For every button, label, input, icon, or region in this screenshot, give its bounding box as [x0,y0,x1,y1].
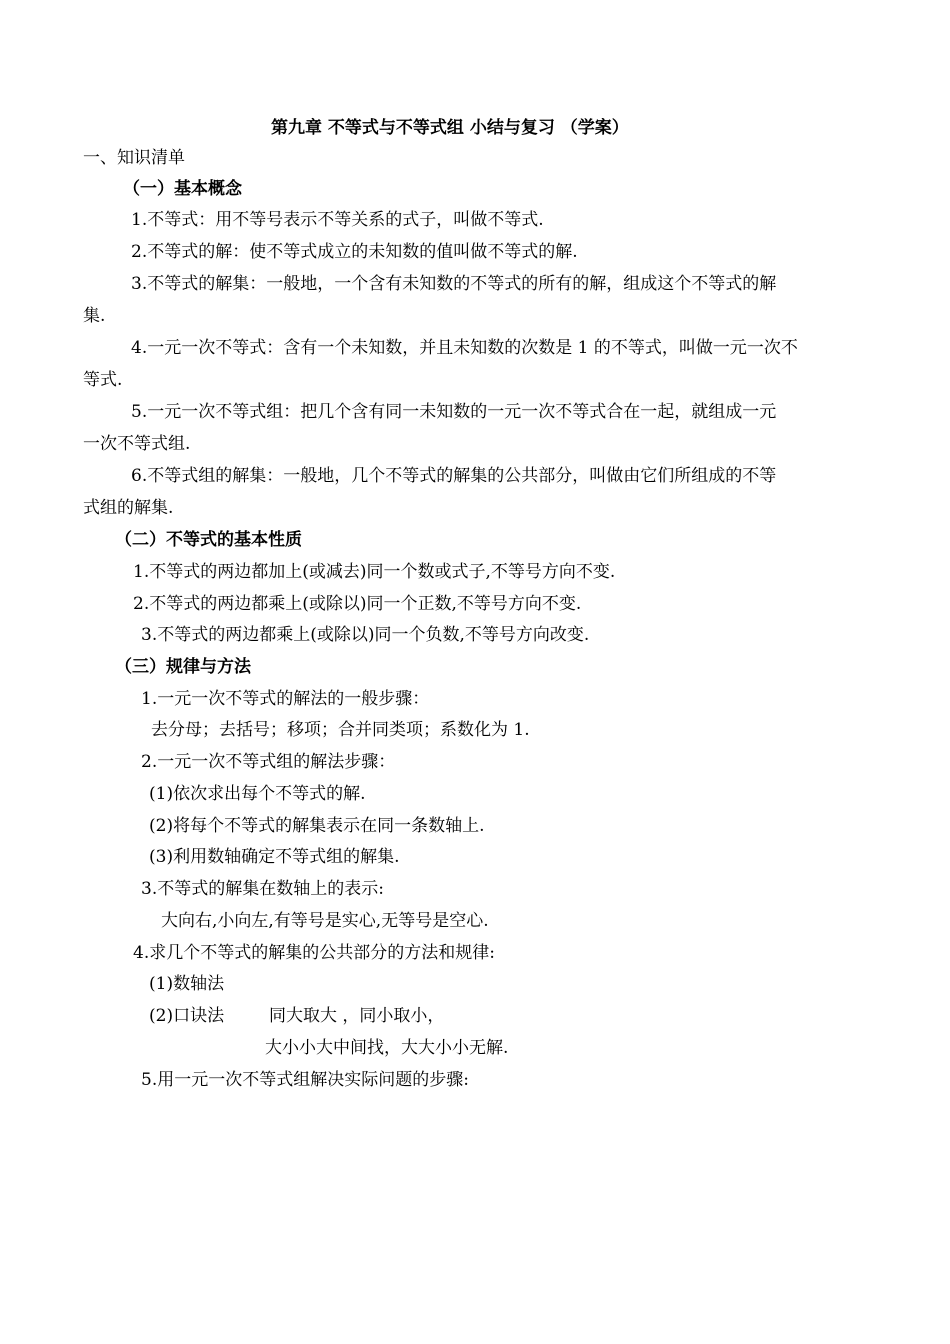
concept-item-4-line-1: 4.一元一次不等式：含有一个未知数，并且未知数的次数是 1 的不等式，叫做一元一次不 [131,338,798,358]
concept-item-1: 1.不等式：用不等号表示不等关系的式子，叫做不等式. [131,210,544,230]
document-title: 第九章 不等式与不等式组 小结与复习 （学案） [271,118,629,138]
property-item-1: 1.不等式的两边都加上(或减去)同一个数或式子,不等号方向不变. [133,562,616,582]
property-item-2: 2.不等式的两边都乘上(或除以)同一个正数,不等号方向不变. [133,594,582,614]
subsection-heading-basic-concepts: （一）基本概念 [123,179,242,199]
section-heading-knowledge-list: 一、知识清单 [83,148,185,168]
concept-item-5-line-1: 5.一元一次不等式组：把几个含有同一未知数的一元一次不等式合在一起，就组成一元 [131,402,777,422]
method-item-1-detail: 去分母；去括号；移项；合并同类项；系数化为 1. [151,720,530,740]
property-item-3: 3.不等式的两边都乘上(或除以)同一个负数,不等号方向改变. [141,625,590,645]
method-item-4-mnemonic-rule-2: 大小小大中间找，大大小小无解. [265,1038,509,1058]
method-item-4-mnemonic-label: (2)口诀法 [149,1006,225,1026]
method-item-1: 1.一元一次不等式的解法的一般步骤： [141,689,430,709]
method-item-2-step-2: (2)将每个不等式的解集表示在同一条数轴上. [149,816,485,836]
method-item-4-number-line: (1)数轴法 [149,974,225,994]
method-item-4-mnemonic-rule-1: 同大取大 ，同小取小， [269,1006,445,1026]
concept-item-5-line-2: 一次不等式组. [83,434,191,454]
concept-item-6-line-2: 式组的解集. [83,498,174,518]
subsection-heading-methods: （三）规律与方法 [115,657,251,677]
method-item-5: 5.用一元一次不等式组解决实际问题的步骤: [141,1070,469,1090]
subsection-heading-properties: （二）不等式的基本性质 [115,530,302,550]
concept-item-3-line-2: 集. [83,306,106,326]
method-item-2-step-3: (3)利用数轴确定不等式组的解集. [149,847,400,867]
concept-item-4-line-2: 等式. [83,370,123,390]
concept-item-6-line-1: 6.不等式组的解集：一般地，几个不等式的解集的公共部分，叫做由它们所组成的不等 [131,466,777,486]
method-item-2-step-1: (1)依次求出每个不等式的解. [149,784,366,804]
method-item-4: 4.求几个不等式的解集的公共部分的方法和规律: [133,943,495,963]
concept-item-3-line-1: 3.不等式的解集：一般地，一个含有未知数的不等式的所有的解，组成这个不等式的解 [131,274,777,294]
method-item-3-detail: 大向右,小向左,有等号是实心,无等号是空心. [161,911,489,931]
method-item-3: 3.不等式的解集在数轴上的表示: [141,879,384,899]
concept-item-2: 2.不等式的解：使不等式成立的未知数的值叫做不等式的解. [131,242,578,262]
method-item-2: 2.一元一次不等式组的解法步骤： [141,752,396,772]
